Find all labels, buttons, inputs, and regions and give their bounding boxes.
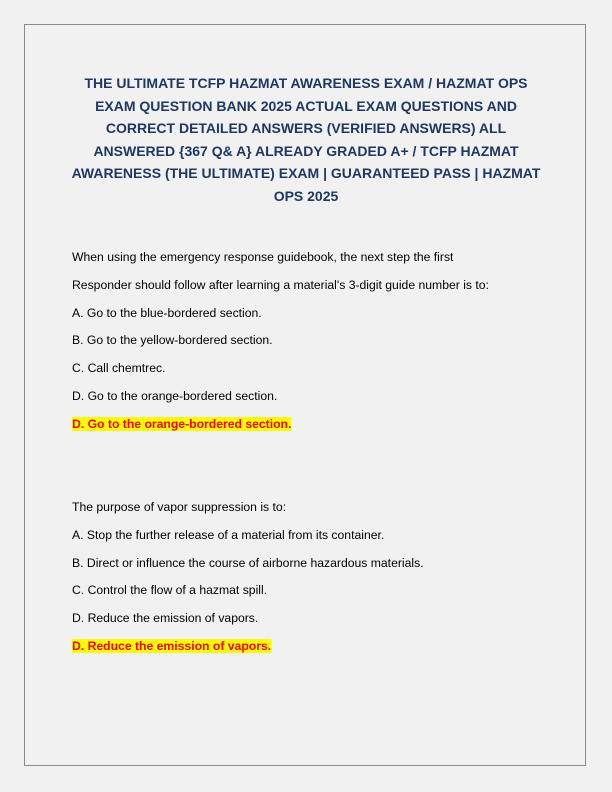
question-block: [72, 244, 542, 439]
option-c: C. Call chemtrec.: [72, 361, 166, 376]
answer-line: [72, 633, 542, 661]
question-block: [72, 494, 542, 661]
document-title: THE ULTIMATE TCFP HAZMAT AWARENESS EXAM / HAZMAT OPS EXAM QUESTION BANK 2025 ACTUAL EXAM QUESTIONS AND CORRECT DETAILED ANSWERS (VERIFIED ANSWERS) ALL ANSWERED {367 Q& A} ALREADY GRADED A+ / TCFP HAZMAT AWARENESS (THE ULTIMATE) EXAM | GUARANTEED PASS | HAZMAT OPS 2025: [71, 75, 541, 204]
correct-answer: D. Reduce the emission of vapors.: [72, 638, 272, 653]
question-stem: The purpose of vapor suppression is to:: [72, 500, 287, 514]
question-stem-continued: Responder should follow after learning a material's 3-digit guide number is to:: [72, 277, 489, 292]
question-stem: When using the emergency response guidebook, the next step the first: [72, 250, 454, 264]
option-a: A. Go to the blue-bordered section.: [72, 305, 262, 320]
option-c: C. Control the flow of a hazmat spill.: [72, 583, 268, 598]
option-b: B. Direct or influence the course of airborne hazardous materials.: [72, 555, 424, 570]
option-a: A. Stop the further release of a material from its container.: [72, 527, 385, 542]
option-d: D. Go to the orange-bordered section.: [72, 388, 278, 403]
option-b: B. Go to the yellow-bordered section.: [72, 333, 273, 348]
correct-answer: D. Go to the orange-bordered section.: [72, 416, 292, 431]
answer-line: [72, 411, 542, 439]
option-d: D. Reduce the emission of vapors.: [72, 611, 259, 626]
